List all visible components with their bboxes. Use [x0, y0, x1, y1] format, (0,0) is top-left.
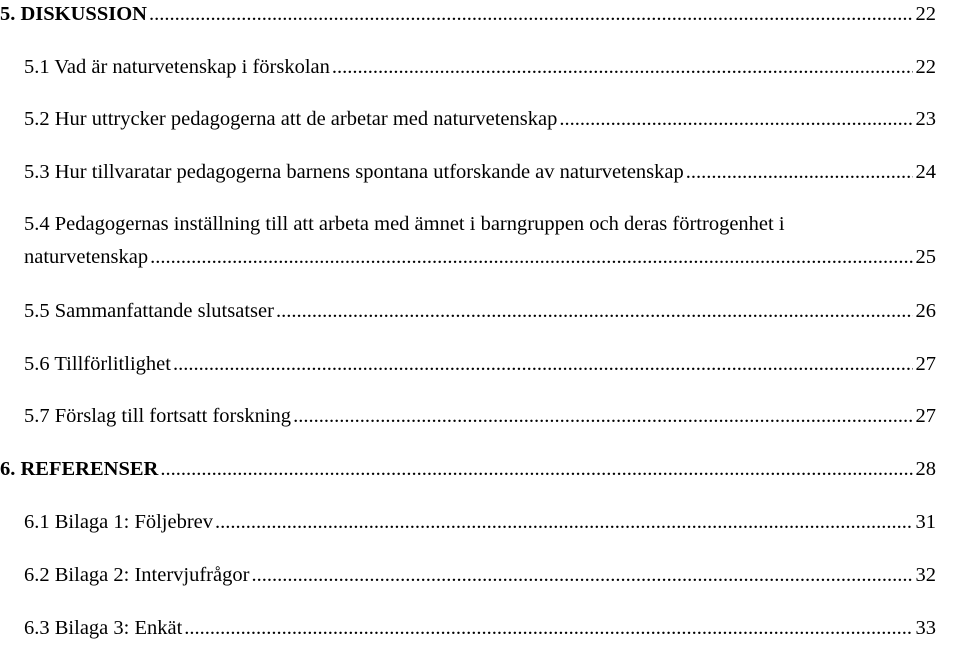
- toc-leader-dots: [184, 615, 912, 641]
- toc-entry-5-4[interactable]: [0, 244, 960, 270]
- toc-entry-5-2[interactable]: [0, 106, 960, 132]
- toc-leader-dots: [332, 54, 913, 80]
- toc-entry-title: 6.2 Bilaga 2: Intervjufrågor: [24, 564, 250, 586]
- toc-entry-5-3[interactable]: [0, 159, 960, 185]
- toc-entry-chapter-5[interactable]: [0, 1, 960, 27]
- toc-entry-title: 5.4 Pedagogernas inställning till att arbeta med ämnet i barngruppen och deras förtrogenhet i: [24, 213, 785, 235]
- toc-entry-6-1[interactable]: [0, 509, 960, 535]
- toc-entry-5-4-line1[interactable]: [24, 211, 960, 237]
- toc-entry-title: 6.1 Bilaga 1: Följebrev: [24, 511, 214, 533]
- toc-entry-5-5[interactable]: [0, 298, 960, 324]
- toc-entry-title: 5.3 Hur tillvaratar pedagogerna barnens spontana utforskande av naturvetenskap: [24, 161, 684, 183]
- toc-entry-page: 33: [915, 617, 936, 639]
- toc-entry-page: 25: [915, 246, 936, 268]
- toc-leader-dots: [276, 298, 913, 324]
- toc-entry-title: 5.1 Vad är naturvetenskap i förskolan: [24, 56, 330, 78]
- toc-leader-dots: [160, 456, 912, 482]
- toc-entry-5-1[interactable]: [0, 54, 960, 80]
- toc-entry-5-6[interactable]: [0, 351, 960, 377]
- toc-entry-page: 31: [915, 511, 936, 533]
- toc-entry-page: 27: [915, 353, 936, 375]
- toc-entry-title: 5.7 Förslag till fortsatt forskning: [24, 405, 292, 427]
- toc-leader-dots: [173, 351, 913, 377]
- toc-entry-chapter-6[interactable]: [0, 456, 960, 482]
- toc-entry-title: 6. REFERENSER: [0, 458, 159, 480]
- toc-entry-5-7[interactable]: [0, 403, 960, 429]
- toc-entry-title: 6.3 Bilaga 3: Enkät: [24, 617, 183, 639]
- toc-entry-title: 5. DISKUSSION: [0, 3, 147, 25]
- toc-leader-dots: [293, 403, 912, 429]
- toc-entry-page: 24: [915, 161, 936, 183]
- toc-leader-dots: [150, 244, 912, 270]
- toc-entry-page: 26: [915, 300, 936, 322]
- toc-entry-title: 5.6 Tillförlitlighet: [24, 353, 171, 375]
- toc-leader-dots: [559, 106, 912, 132]
- toc-leader-dots: [215, 509, 912, 535]
- toc-entry-title: 5.2 Hur uttrycker pedagogerna att de arbetar med naturvetenskap: [24, 108, 558, 130]
- toc-leader-dots: [251, 562, 912, 588]
- toc-entry-page: 32: [915, 564, 936, 586]
- toc-entry-page: 22: [915, 3, 936, 25]
- toc-entry-6-3[interactable]: [0, 615, 960, 641]
- toc-entry-page: 27: [915, 405, 936, 427]
- toc-leader-dots: [686, 159, 913, 185]
- toc-entry-title: naturvetenskap: [24, 246, 149, 268]
- toc-entry-page: 22: [915, 56, 936, 78]
- toc-entry-page: 28: [915, 458, 936, 480]
- toc-entry-6-2[interactable]: [0, 562, 960, 588]
- toc-entry-title: 5.5 Sammanfattande slutsatser: [24, 300, 274, 322]
- toc-leader-dots: [149, 1, 913, 27]
- toc-entry-page: 23: [915, 108, 936, 130]
